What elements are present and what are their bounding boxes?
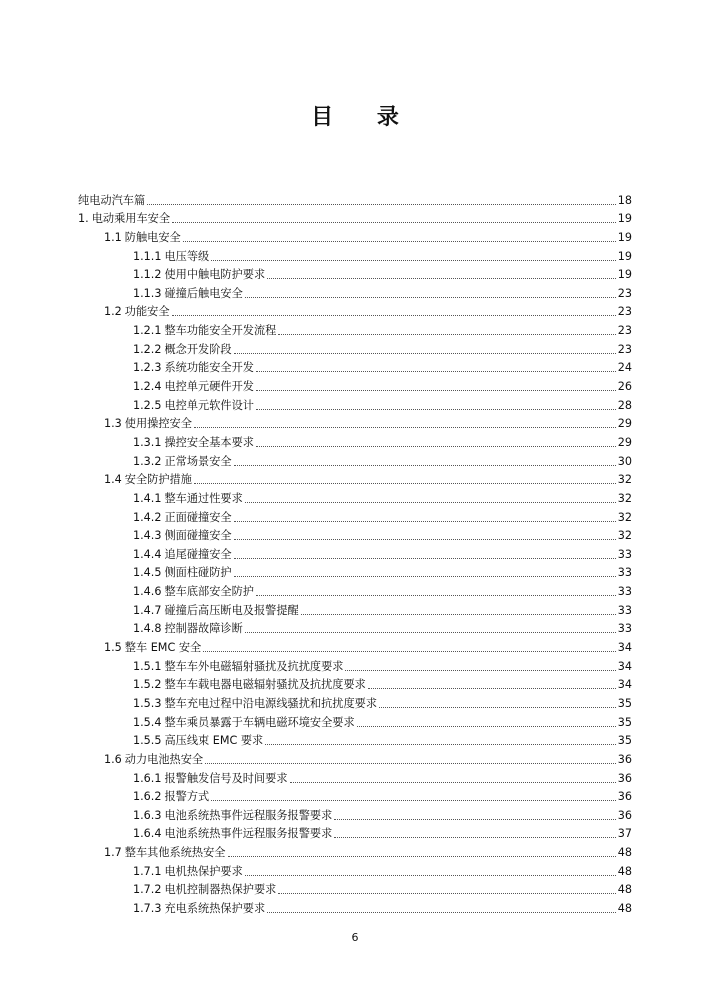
- toc-dot-leader: [368, 687, 616, 689]
- toc-entry-page: 19: [617, 212, 632, 226]
- toc-entry-title: [78, 212, 170, 226]
- toc-entry-page: 33: [617, 547, 632, 561]
- toc-entry-text: 功能安全: [124, 305, 170, 319]
- toc-entry-page: 32: [617, 473, 632, 487]
- toc-entry-title: [133, 697, 377, 711]
- toc-entry[interactable]: [78, 748, 632, 767]
- toc-dot-leader: [234, 464, 616, 466]
- toc-entry-title: [133, 883, 276, 897]
- toc-entry-page: 23: [617, 324, 632, 338]
- toc-entry-number: 1.5.2: [133, 678, 162, 692]
- toc-entry-text: 整车乘员暴露于车辆电磁环境安全要求: [164, 715, 355, 729]
- toc-entry-page: 33: [617, 603, 632, 617]
- toc-entry-page: 33: [617, 566, 632, 580]
- toc-dot-leader: [345, 669, 615, 671]
- toc-entry[interactable]: [78, 767, 632, 786]
- toc-entry-page: 32: [617, 491, 632, 505]
- toc-entry-title: [133, 604, 299, 618]
- toc-dot-leader: [278, 892, 615, 894]
- toc-dot-leader: [245, 631, 616, 633]
- toc-entry-title: [133, 455, 232, 469]
- toc-entry[interactable]: [78, 674, 632, 693]
- toc-entry-number: 1.4.3: [133, 529, 162, 543]
- toc-entry-page: 26: [617, 380, 632, 394]
- toc-entry-page: 18: [617, 193, 632, 207]
- toc-entry-text: 整车车载电器电磁辐射骚扰及抗扰度要求: [164, 678, 366, 692]
- toc-entry-page: 32: [617, 510, 632, 524]
- toc-dot-leader: [357, 725, 616, 727]
- toc-entry-text: 安全防护措施: [124, 473, 192, 487]
- toc-entry[interactable]: [78, 786, 632, 805]
- page-number: 6: [351, 931, 359, 944]
- toc-dot-leader: [265, 743, 616, 745]
- toc-entry-page: 36: [617, 790, 632, 804]
- toc-entry-text: 整车通过性要求: [164, 491, 243, 505]
- toc-entry[interactable]: [78, 823, 632, 842]
- toc-entry-number: 1.5.1: [133, 659, 162, 673]
- toc-entry-number: 1.5.5: [133, 734, 162, 748]
- toc-entry-page: 32: [617, 529, 632, 543]
- toc-entry-title: [133, 902, 265, 916]
- toc-dot-leader: [234, 520, 616, 522]
- toc-entry-text: 防触电安全: [124, 230, 181, 244]
- toc-entry[interactable]: [78, 301, 632, 320]
- table-of-contents: [78, 189, 632, 916]
- toc-entry-text: 整车功能安全开发流程: [164, 324, 277, 338]
- toc-entry-page: 29: [617, 417, 632, 431]
- toc-entry[interactable]: [78, 394, 632, 413]
- toc-entry-text: 碰撞后触电安全: [164, 286, 243, 300]
- toc-entry-title: [133, 343, 232, 357]
- toc-entry-title: [133, 548, 232, 562]
- toc-dot-leader: [203, 650, 616, 652]
- toc-entry-number: 1.1.1: [133, 249, 162, 263]
- toc-entry-number: 1.2.5: [133, 398, 162, 412]
- toc-dot-leader: [194, 426, 616, 428]
- toc-entry-text: 整车充电过程中沿电源线骚扰和抗扰度要求: [164, 696, 378, 710]
- toc-entry-page: 48: [617, 883, 632, 897]
- toc-entry-text: 追尾碰撞安全: [164, 547, 232, 561]
- toc-entry-text: 碰撞后高压断电及报警提醒: [164, 603, 299, 617]
- toc-dot-leader: [234, 538, 616, 540]
- toc-entry-number: 1.4.1: [133, 491, 162, 505]
- toc-entry-page: 33: [617, 585, 632, 599]
- toc-entry-page: 29: [617, 435, 632, 449]
- toc-entry-text: 充电系统热保护要求: [164, 901, 266, 915]
- toc-entry-text: 电池系统热事件远程服务报警要求: [164, 827, 333, 841]
- toc-entry[interactable]: [78, 469, 632, 488]
- toc-entry-title: [104, 473, 192, 487]
- toc-entry-text: 电机控制器热保护要求: [164, 883, 277, 897]
- toc-entry-number: 1.3.1: [133, 435, 162, 449]
- toc-entry-page: 36: [617, 771, 632, 785]
- toc-entry[interactable]: [78, 282, 632, 301]
- toc-entry-title: [78, 194, 145, 208]
- toc-entry-text: 操控安全基本要求: [164, 435, 254, 449]
- toc-entry[interactable]: [78, 226, 632, 245]
- toc-entry-page: 19: [617, 268, 632, 282]
- toc-entry-title: [133, 827, 332, 841]
- toc-entry-text: 整车车外电磁辐射骚扰及抗扰度要求: [164, 659, 344, 673]
- toc-dot-leader: [267, 277, 616, 279]
- toc-entry-text: 电控单元软件设计: [164, 398, 254, 412]
- toc-dot-leader: [267, 911, 616, 913]
- toc-entry-page: 35: [617, 696, 632, 710]
- toc-entry[interactable]: [78, 562, 632, 581]
- toc-entry-page: 35: [617, 715, 632, 729]
- toc-entry-text: 使用操控安全: [124, 417, 192, 431]
- toc-entry-title: [133, 809, 332, 823]
- toc-entry[interactable]: [78, 189, 632, 208]
- toc-entry-number: 1.7.3: [133, 901, 162, 915]
- toc-entry-page: 33: [617, 622, 632, 636]
- toc-entry-title: [133, 511, 232, 525]
- toc-dot-leader: [172, 221, 616, 223]
- toc-entry-title: [133, 250, 209, 264]
- toc-dot-leader: [256, 408, 616, 410]
- toc-entry[interactable]: [78, 618, 632, 637]
- toc-entry-number: 1.4.7: [133, 603, 162, 617]
- toc-entry[interactable]: [78, 208, 632, 227]
- toc-entry-text: 侧面碰撞安全: [164, 529, 232, 543]
- toc-entry-title: [133, 268, 265, 282]
- toc-dot-leader: [256, 445, 616, 447]
- toc-entry[interactable]: [78, 431, 632, 450]
- toc-dot-leader: [301, 613, 616, 615]
- toc-entry-number: 1.6.2: [133, 790, 162, 804]
- toc-entry[interactable]: [78, 879, 632, 898]
- toc-dot-leader: [379, 706, 616, 708]
- toc-entry-title: [133, 566, 232, 580]
- toc-entry-page: 48: [617, 901, 632, 915]
- toc-entry-title: [133, 622, 243, 636]
- toc-entry-text: 整车其他系统热安全: [124, 846, 226, 860]
- toc-entry-text: 整车 EMC 安全: [124, 641, 202, 655]
- toc-dot-leader: [234, 557, 616, 559]
- toc-entry-number: 1.2.1: [133, 324, 162, 338]
- toc-entry-text: 控制器故障诊断: [164, 622, 243, 636]
- toc-entry-title: [133, 716, 355, 730]
- toc-entry-title: [133, 492, 243, 506]
- toc-entry-number: 1.2: [104, 305, 122, 319]
- toc-dot-leader: [334, 836, 615, 838]
- toc-entry-title: [133, 380, 254, 394]
- toc-entry-page: 28: [617, 398, 632, 412]
- toc-entry-title: [133, 436, 254, 450]
- toc-entry-text: 电机热保护要求: [164, 864, 243, 878]
- toc-entry-number: 1.4.8: [133, 622, 162, 636]
- toc-entry-number: 1.2.3: [133, 361, 162, 375]
- toc-entry-title: [133, 734, 263, 748]
- toc-entry-text: 使用中触电防护要求: [164, 268, 266, 282]
- toc-entry-text: 正常场景安全: [164, 454, 232, 468]
- toc-entry[interactable]: [78, 487, 632, 506]
- toc-entry-number: 1.6.4: [133, 827, 162, 841]
- toc-entry-number: 1.1: [104, 230, 122, 244]
- toc-entry-number: 1.7: [104, 846, 122, 860]
- toc-entry-title: [133, 529, 232, 543]
- toc-entry-text: 动力电池热安全: [124, 752, 204, 766]
- toc-dot-leader: [256, 594, 616, 596]
- toc-entry[interactable]: [78, 636, 632, 655]
- toc-entry-number: 1.2.4: [133, 380, 162, 394]
- toc-entry-page: 48: [617, 864, 632, 878]
- toc-entry[interactable]: [78, 580, 632, 599]
- toc-entry-title: [133, 287, 243, 301]
- toc-entry-number: 1.5.3: [133, 696, 162, 710]
- toc-entry[interactable]: [78, 692, 632, 711]
- toc-entry[interactable]: [78, 841, 632, 860]
- toc-entry-text: 高压线束 EMC 要求: [164, 734, 264, 748]
- toc-entry-text: 报警方式: [164, 790, 210, 804]
- toc-entry-text: 电控单元硬件开发: [164, 380, 254, 394]
- toc-entry-text: 整车底部安全防护: [164, 585, 254, 599]
- toc-dot-leader: [245, 501, 616, 503]
- toc-entry-title: [133, 772, 288, 786]
- toc-entry[interactable]: [78, 450, 632, 469]
- toc-entry-number: 1.5.4: [133, 715, 162, 729]
- toc-dot-leader: [290, 781, 616, 783]
- toc-entry-title: [133, 324, 276, 338]
- toc-entry-number: 1.1.3: [133, 286, 162, 300]
- toc-entry[interactable]: [78, 897, 632, 916]
- toc-entry-number: 1.4: [104, 473, 122, 487]
- toc-entry-title: [104, 417, 192, 431]
- toc-entry-page: 23: [617, 286, 632, 300]
- toc-entry[interactable]: [78, 804, 632, 823]
- toc-entry-number: 1.4.2: [133, 510, 162, 524]
- toc-entry-title: [104, 305, 170, 319]
- toc-entry[interactable]: [78, 599, 632, 618]
- toc-entry-number: 1.2.2: [133, 342, 162, 356]
- toc-entry-text: 侧面柱碰防护: [164, 566, 232, 580]
- toc-entry-number: 1.7.2: [133, 883, 162, 897]
- toc-entry-title: [104, 231, 181, 245]
- toc-entry[interactable]: [78, 319, 632, 338]
- toc-entry-page: 36: [617, 752, 632, 766]
- toc-entry-title: [104, 846, 226, 860]
- toc-dot-leader: [234, 575, 616, 577]
- toc-dot-leader: [245, 874, 616, 876]
- toc-entry-number: 1.4.4: [133, 547, 162, 561]
- toc-entry-text: 概念开发阶段: [164, 342, 232, 356]
- toc-entry-text: 报警触发信号及时间要求: [164, 771, 288, 785]
- toc-entry-number: 1.: [78, 212, 89, 226]
- toc-entry-page: 37: [617, 827, 632, 841]
- toc-entry-title: [104, 641, 201, 655]
- toc-entry[interactable]: [78, 711, 632, 730]
- toc-dot-leader: [211, 799, 616, 801]
- toc-entry-page: 19: [617, 230, 632, 244]
- toc-entry-number: 1.6.1: [133, 771, 162, 785]
- toc-entry[interactable]: [78, 264, 632, 283]
- page-title: 目 录: [311, 105, 417, 130]
- toc-entry[interactable]: [78, 543, 632, 562]
- toc-entry-number: 1.4.5: [133, 566, 162, 580]
- toc-dot-leader: [194, 482, 616, 484]
- toc-dot-leader: [278, 333, 615, 335]
- toc-entry-title: [133, 865, 243, 879]
- toc-entry[interactable]: [78, 245, 632, 264]
- toc-dot-leader: [256, 389, 616, 391]
- toc-entry-page: 34: [617, 659, 632, 673]
- toc-entry-text: 正面碰撞安全: [164, 510, 232, 524]
- toc-entry-title: [133, 361, 254, 375]
- toc-entry-page: 34: [617, 678, 632, 692]
- toc-entry-page: 30: [617, 454, 632, 468]
- toc-dot-leader: [256, 370, 616, 372]
- toc-entry-number: 1.6: [104, 752, 122, 766]
- toc-entry[interactable]: [78, 730, 632, 749]
- toc-entry[interactable]: [78, 338, 632, 357]
- toc-dot-leader: [211, 259, 616, 261]
- toc-entry-page: 19: [617, 249, 632, 263]
- toc-entry-page: 24: [617, 361, 632, 375]
- toc-entry[interactable]: [78, 375, 632, 394]
- toc-dot-leader: [234, 352, 616, 354]
- toc-entry[interactable]: [78, 357, 632, 376]
- toc-dot-leader: [334, 818, 615, 820]
- toc-entry-title: [133, 790, 209, 804]
- toc-entry-text: 纯电动汽车篇: [78, 193, 146, 207]
- toc-entry-title: [133, 678, 366, 692]
- toc-entry-page: 34: [617, 641, 632, 655]
- toc-entry[interactable]: [78, 506, 632, 525]
- toc-entry-page: 36: [617, 808, 632, 822]
- toc-entry-page: 35: [617, 734, 632, 748]
- toc-dot-leader: [172, 314, 616, 316]
- toc-entry-number: 1.7.1: [133, 864, 162, 878]
- toc-entry[interactable]: [78, 655, 632, 674]
- toc-entry-title: [133, 585, 254, 599]
- toc-entry-page: 48: [617, 846, 632, 860]
- toc-entry-title: [133, 660, 343, 674]
- toc-dot-leader: [245, 296, 616, 298]
- toc-entry-text: 电池系统热事件远程服务报警要求: [164, 808, 333, 822]
- toc-entry-page: 23: [617, 342, 632, 356]
- toc-entry-title: [133, 399, 254, 413]
- toc-entry-text: 电压等级: [164, 249, 210, 263]
- toc-dot-leader: [147, 203, 616, 205]
- toc-entry-number: 1.3: [104, 417, 122, 431]
- toc-entry-text: 系统功能安全开发: [164, 361, 254, 375]
- toc-dot-leader: [228, 855, 616, 857]
- toc-entry-number: 1.1.2: [133, 268, 162, 282]
- toc-entry-title: [104, 753, 203, 767]
- toc-entry[interactable]: [78, 860, 632, 879]
- toc-entry-number: 1.5: [104, 641, 122, 655]
- toc-entry-number: 1.4.6: [133, 585, 162, 599]
- toc-entry-number: 1.3.2: [133, 454, 162, 468]
- toc-dot-leader: [183, 240, 616, 242]
- toc-entry-number: 1.6.3: [133, 808, 162, 822]
- toc-entry[interactable]: [78, 525, 632, 544]
- toc-entry-text: 电动乘用车安全: [91, 212, 171, 226]
- toc-entry[interactable]: [78, 413, 632, 432]
- toc-entry-page: 23: [617, 305, 632, 319]
- toc-dot-leader: [205, 762, 616, 764]
